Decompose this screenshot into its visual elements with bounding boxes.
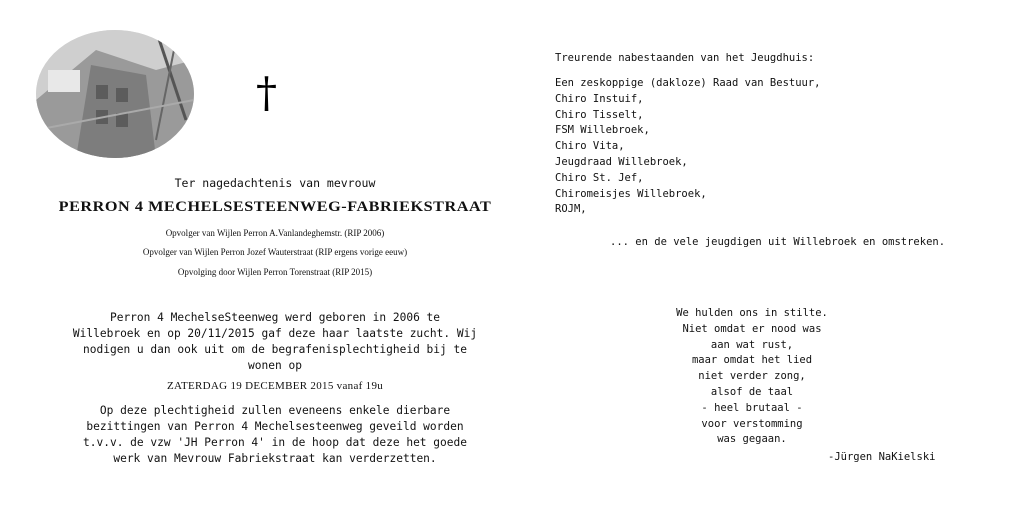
- mourners-list: [555, 76, 821, 218]
- list-item: Chiro Vita,: [555, 140, 625, 153]
- poem-author: -Jürgen NaKielski: [828, 451, 936, 463]
- list-item: Jeugdraad Willebroek,: [555, 155, 688, 168]
- poem-line: - heel brutaal -: [701, 401, 803, 414]
- paragraph-line: bezittingen van Perron 4 Mechelsesteenweg geveild worden: [86, 420, 464, 433]
- building-photo-icon: [36, 30, 194, 158]
- announcement-paragraph: [40, 310, 510, 374]
- successor-line: Opvolger van Wijlen Perron A.Vanlandeghemstr. (RIP 2006): [165, 228, 385, 238]
- list-item: Een zeskoppige (dakloze) Raad van Bestuur,: [555, 77, 821, 89]
- successor-line: Opvolger van Wijlen Perron Jozef Wauterstraat (RIP ergens vorige eeuw): [142, 247, 408, 257]
- poem-line: We hulden ons in stilte.: [676, 307, 828, 319]
- cross-icon: †: [256, 68, 277, 117]
- poem-line: maar omdat het lied: [691, 354, 813, 367]
- paragraph-line: t.v.v. de vzw 'JH Perron 4' in de hoop dat deze het goede: [83, 436, 467, 449]
- paragraph-line: Op deze plechtigheid zullen eveneens enkele dierbare: [99, 404, 451, 417]
- successor-line: Opvolging door Wijlen Perron Torenstraat (RIP 2015): [177, 267, 373, 277]
- poem: [652, 306, 852, 448]
- in-memory-text: Ter nagedachtenis van mevrouw: [174, 176, 376, 190]
- paragraph-line: Willebroek en op 20/11/2015 gaf deze haar laatste zucht. Wij: [72, 327, 478, 340]
- paragraph-line: Perron 4 MechelseSteenweg werd geboren in 2006 te: [109, 311, 441, 324]
- list-item: FSM Willebroek,: [555, 124, 650, 137]
- paragraph-line: nodigen u dan ook uit om de begrafenisplechtigheid bij te: [83, 343, 467, 356]
- youth-line: ... en de vele jeugdigen uit Willebroek en omstreken.: [610, 236, 946, 248]
- page-title: PERRON 4 MECHELSESTEENWEG-FABRIEKSTRAAT: [58, 199, 492, 215]
- paragraph-line: wonen op: [248, 359, 302, 372]
- poem-line: voor verstomming: [701, 417, 803, 430]
- list-item: Chiromeisjes Willebroek,: [555, 187, 707, 200]
- poem-line: niet verder zong,: [698, 370, 806, 383]
- paragraph-line: werk van Mevrouw Fabriekstraat kan verderzetten.: [113, 452, 437, 465]
- poem-line: was gegaan.: [717, 433, 787, 446]
- event-date: ZATERDAG 19 DECEMBER 2015 vanaf 19u: [166, 380, 384, 392]
- poem-line: alsof de taal: [710, 385, 794, 398]
- poem-line: aan wat rust,: [710, 338, 794, 351]
- poem-line: Niet omdat er nood was: [682, 322, 822, 335]
- list-item: Chiro Instuif,: [555, 92, 644, 105]
- mourners-heading: Treurende nabestaanden van het Jeugdhuis:: [555, 52, 815, 64]
- auction-paragraph: [40, 403, 510, 467]
- list-item: Chiro St. Jef,: [555, 171, 644, 184]
- list-item: ROJM,: [555, 203, 587, 216]
- list-item: Chiro Tisselt,: [555, 108, 644, 121]
